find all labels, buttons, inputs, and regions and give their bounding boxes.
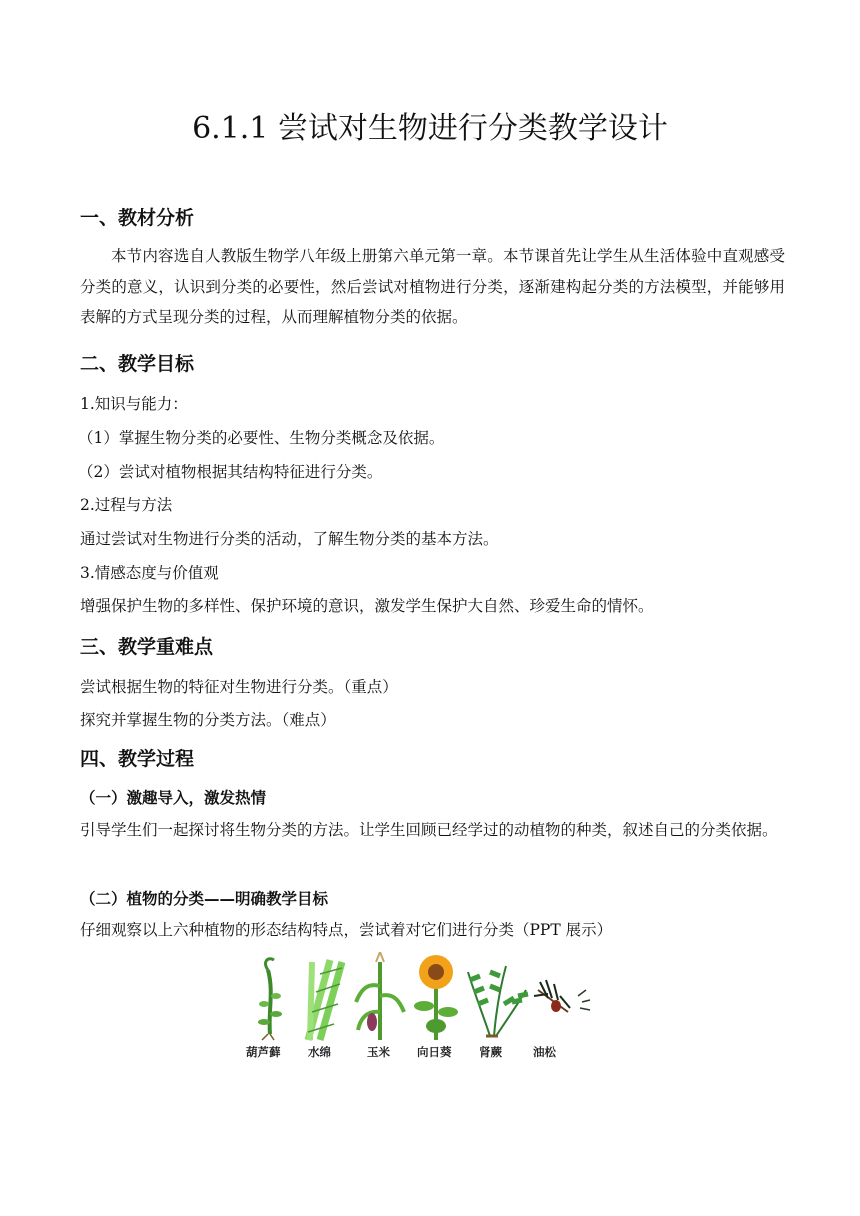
objective-line-7: 增强保护生物的多样性、保护环境的意识，激发学生保护大自然、珍爱生命的情怀。 (80, 597, 654, 615)
process-paragraph-2: 仔细观察以上六种植物的形态结构特点，尝试着对它们进行分类（PPT 展示） (80, 921, 613, 939)
plant-label: 向日葵 (417, 1045, 452, 1059)
plant-label: 油松 (533, 1045, 556, 1059)
plants-figure (238, 952, 608, 1042)
section-heading-4: 四、教学过程 (80, 748, 195, 770)
fern-icon (468, 966, 528, 1036)
objective-line-3: （2）尝试对植物根据其结构特征进行分类。 (78, 463, 383, 481)
plant-illustrations (238, 952, 608, 1070)
spirogyra-icon (308, 960, 342, 1040)
subsection-heading-1: （一）激趣导入，激发热情 (80, 789, 267, 807)
objective-line-5: 通过尝试对生物进行分类的活动，了解生物分类的基本方法。 (80, 530, 499, 548)
section-1-paragraph: 本节内容选自人教版生物学八年级上册第六单元第一章。本节课首先让学生从生活体验中直观感受分类的意义，认识到分类的必要性，然后尝试对植物进行分类，逐渐建构起分类的方法模型，并能够用表解的方式呈现分类的过程，从而理解植物分类的依据。 (80, 247, 785, 326)
moss-icon (258, 959, 282, 1040)
objective-line-1: 1.知识与能力： (80, 395, 188, 413)
section-heading-3: 三、教学重难点 (80, 636, 214, 658)
keypoint-line-2: 探究并掌握生物的分类方法。（难点） (80, 711, 336, 729)
plant-label: 水绵 (308, 1045, 331, 1059)
plant-label: 葫芦藓 (246, 1045, 281, 1059)
subsection-heading-2: （二）植物的分类——明确教学目标 (80, 890, 329, 908)
plant-label: 肾蕨 (479, 1045, 502, 1059)
objective-line-2: （1）掌握生物分类的必要性、生物分类概念及依据。 (78, 429, 445, 447)
plant-label: 玉米 (367, 1045, 390, 1059)
page-title: 6.1.1 尝试对生物进行分类教学设计 (192, 111, 668, 146)
objective-line-4: 2.过程与方法 (80, 496, 173, 514)
pine-icon (534, 980, 590, 1012)
sunflower-icon (414, 955, 458, 1040)
section-heading-1: 一、教材分析 (80, 207, 195, 229)
keypoint-line-1: 尝试根据生物的特征对生物进行分类。（重点） (80, 678, 398, 696)
corn-icon (356, 952, 404, 1040)
section-heading-2: 二、教学目标 (80, 353, 195, 375)
objective-line-6: 3.情感态度与价值观 (80, 564, 219, 582)
process-paragraph-1: 引导学生们一起探讨将生物分类的方法。让学生回顾已经学过的动植物的种类，叙述自己的分类依据。 (80, 821, 778, 839)
